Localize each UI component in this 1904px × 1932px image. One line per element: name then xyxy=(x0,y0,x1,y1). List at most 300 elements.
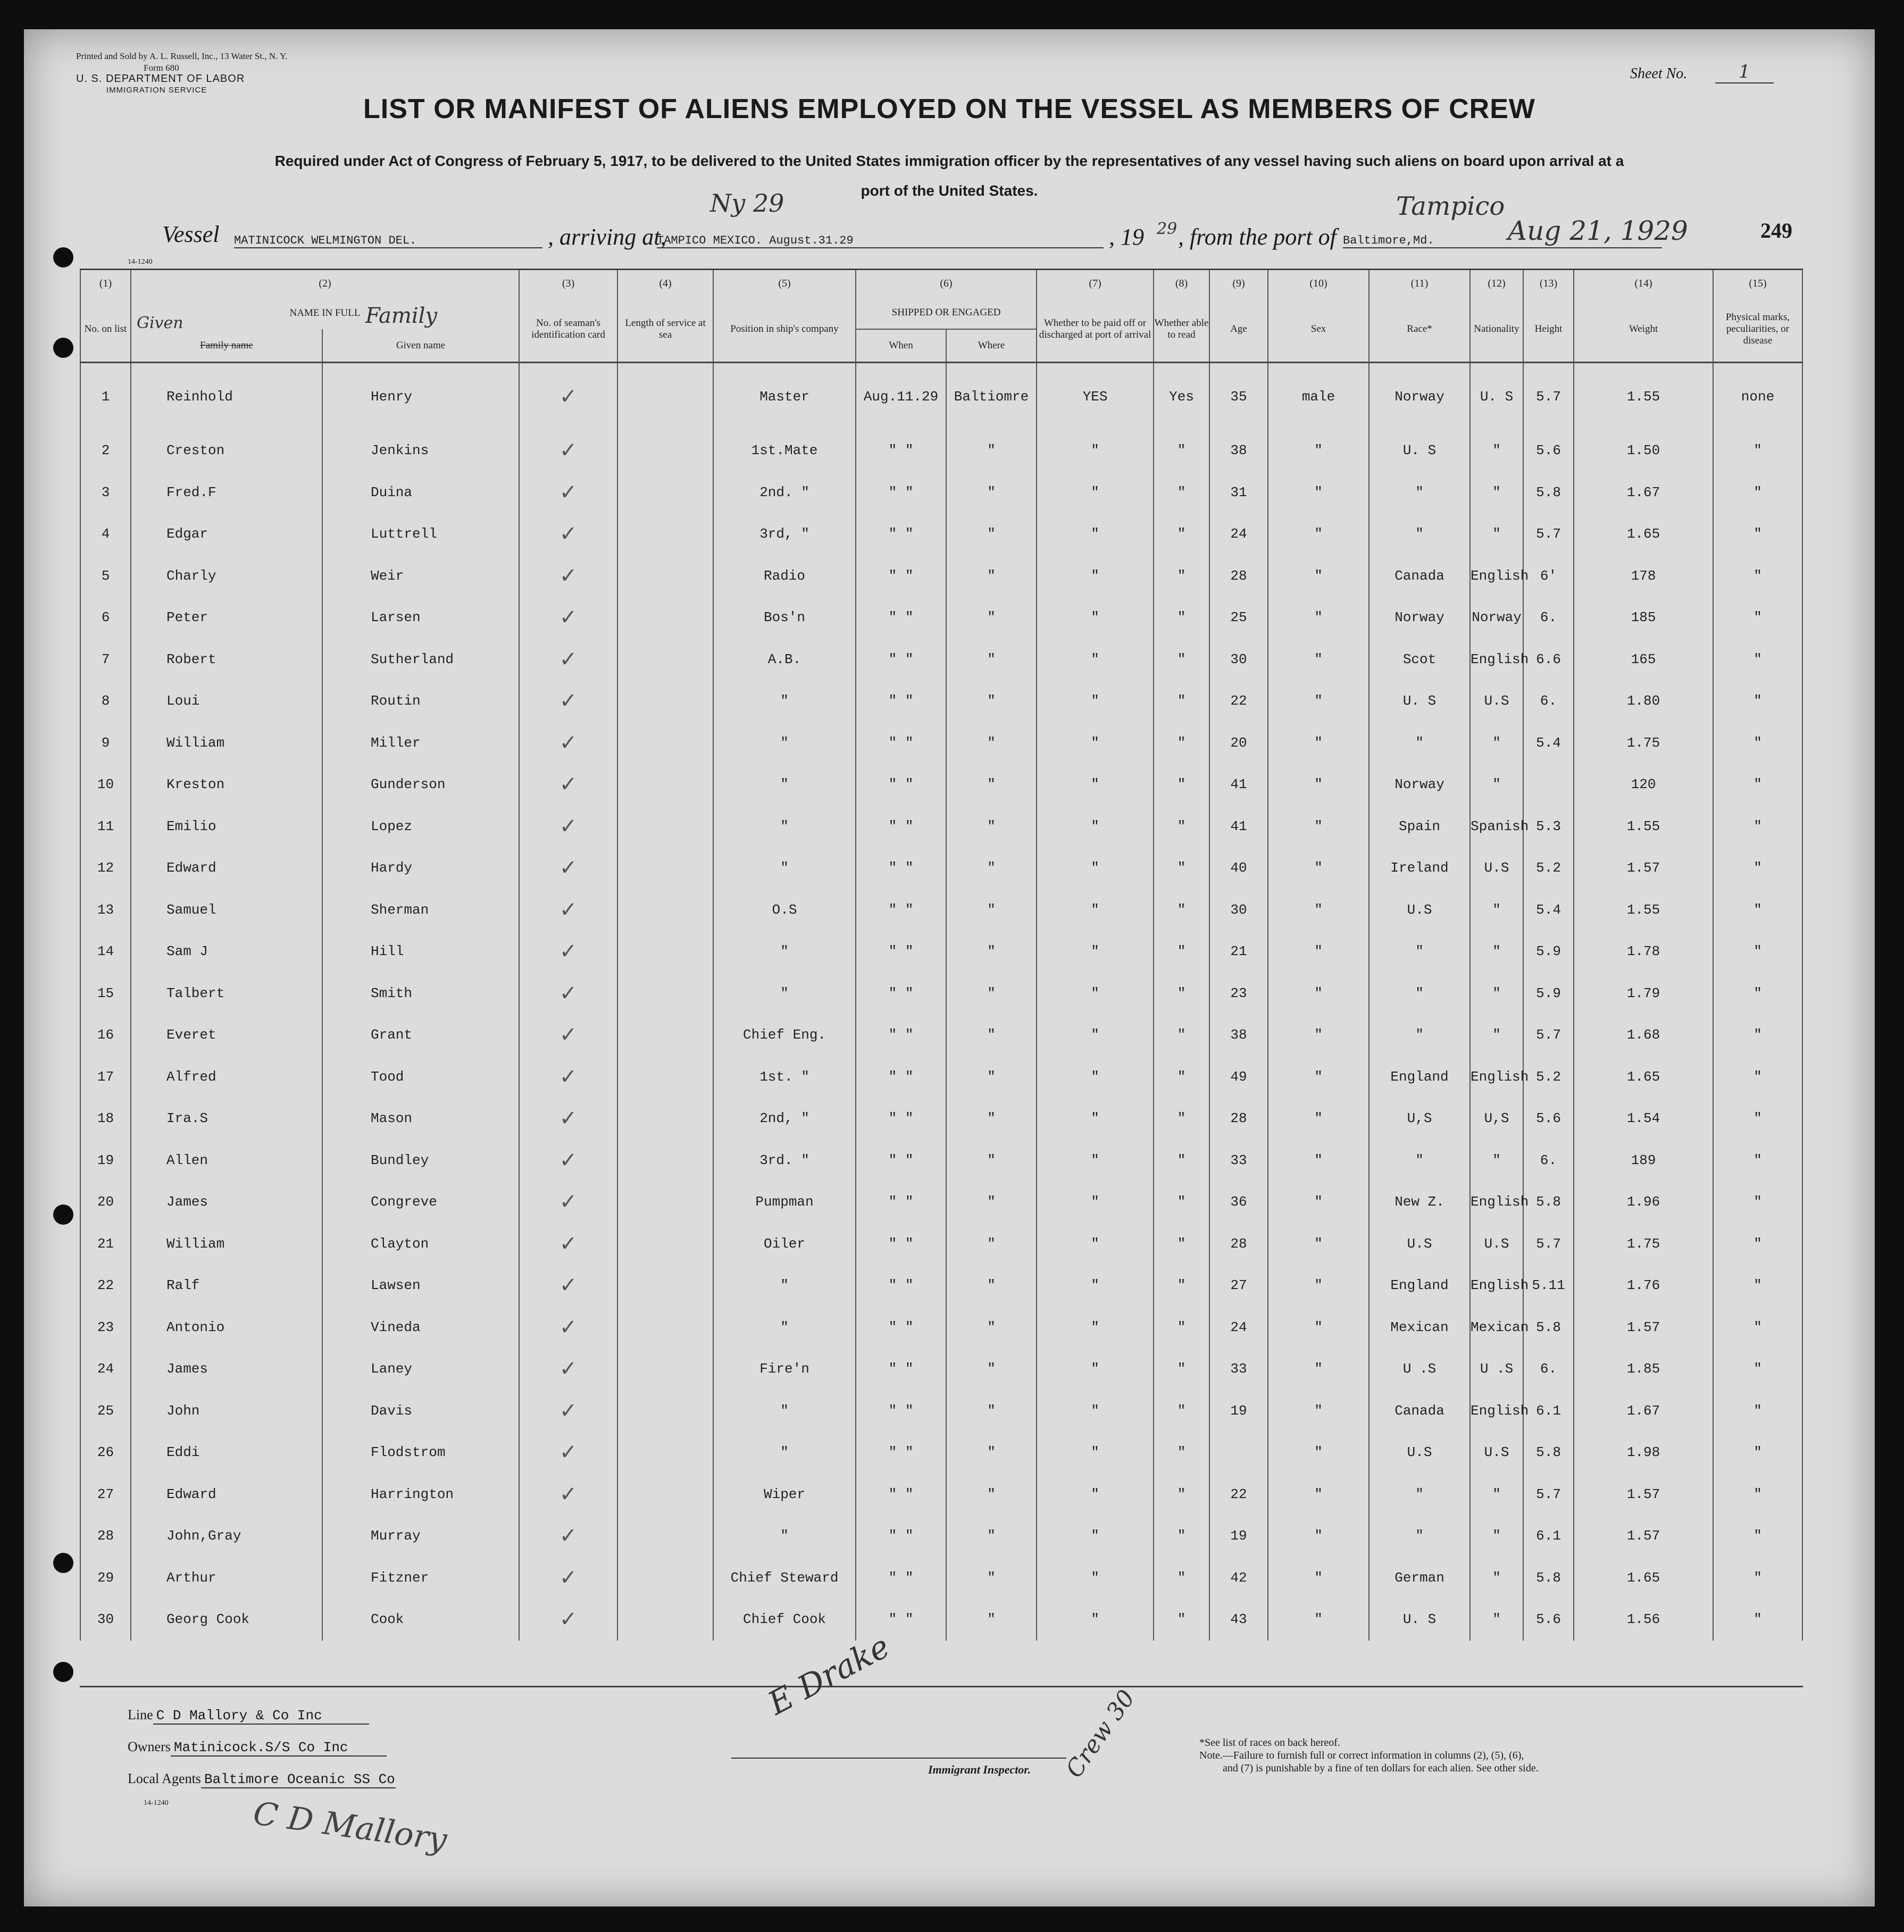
family-name-cell: Murray xyxy=(322,1515,519,1557)
shipped-when-cell: " " xyxy=(856,555,946,597)
shipped-where-cell: " xyxy=(946,680,1037,722)
header-nationality: Nationality xyxy=(1470,297,1523,363)
table-row xyxy=(80,1432,1802,1474)
age-cell: 19 xyxy=(1209,1515,1268,1557)
table-bottom-rule xyxy=(80,1686,1803,1687)
paid-off-cell: " xyxy=(1037,1223,1154,1265)
table-row xyxy=(80,1390,1802,1432)
header-race: Race* xyxy=(1369,297,1470,363)
position-cell: 3rd. " xyxy=(713,1140,856,1182)
header-height: Height xyxy=(1523,297,1574,363)
position-cell: " xyxy=(713,764,856,806)
race-cell: " xyxy=(1369,472,1470,514)
id-card-check-cell: ✓ xyxy=(519,764,617,806)
length-service-cell xyxy=(617,1599,713,1641)
note-races: *See list of races on back hereof. xyxy=(1199,1737,1340,1749)
height-cell: 5.6 xyxy=(1523,1599,1574,1641)
physical-marks-cell: " xyxy=(1713,1348,1802,1390)
sex-cell: male xyxy=(1268,363,1369,430)
id-card-check-cell: ✓ xyxy=(519,1432,617,1474)
family-name-cell: Davis xyxy=(322,1390,519,1432)
id-card-check-cell: ✓ xyxy=(519,1014,617,1056)
inspector-signature: E Drake xyxy=(762,1628,896,1722)
table-row xyxy=(80,1348,1802,1390)
race-cell: U,S xyxy=(1369,1098,1470,1140)
height-cell: 5.6 xyxy=(1523,1098,1574,1140)
physical-marks-cell: " xyxy=(1713,1474,1802,1516)
table-row xyxy=(80,1474,1802,1516)
weight-cell: 1.85 xyxy=(1574,1348,1713,1390)
able-to-read-cell: " xyxy=(1154,1557,1209,1599)
nationality-cell: English xyxy=(1470,555,1523,597)
shipped-where-cell: " xyxy=(946,1140,1037,1182)
able-to-read-cell: " xyxy=(1154,555,1209,597)
col-12-num: (12) xyxy=(1470,270,1523,297)
age-cell: 41 xyxy=(1209,806,1268,848)
id-card-check-cell: ✓ xyxy=(519,1181,617,1223)
col-13-num: (13) xyxy=(1523,270,1574,297)
paid-off-cell: " xyxy=(1037,1140,1154,1182)
nationality-cell: " xyxy=(1470,764,1523,806)
age-cell: 22 xyxy=(1209,680,1268,722)
physical-marks-cell: " xyxy=(1713,1557,1802,1599)
length-service-cell xyxy=(617,1140,713,1182)
crew-note-handwritten: Crew 30 xyxy=(1060,1685,1141,1783)
line-value: C D Mallory & Co Inc xyxy=(153,1708,369,1725)
header-where: Where xyxy=(946,329,1037,363)
nationality-cell: English xyxy=(1470,1056,1523,1098)
table-row xyxy=(80,430,1802,472)
length-service-cell xyxy=(617,1014,713,1056)
given-handwritten: Given xyxy=(137,314,183,332)
weight-cell: 165 xyxy=(1574,639,1713,681)
note-failure: Note.—Failure to furnish full or correct information in columns (2), (5), (6), xyxy=(1199,1750,1524,1761)
family-name-cell: Lawsen xyxy=(322,1265,519,1307)
weight-cell: 1.54 xyxy=(1574,1098,1713,1140)
manifest-sheet xyxy=(24,29,1875,1906)
height-cell: 6.1 xyxy=(1523,1390,1574,1432)
sex-cell: " xyxy=(1268,1223,1369,1265)
physical-marks-cell: " xyxy=(1713,597,1802,639)
given-name-cell: Edward xyxy=(131,847,322,889)
id-card-check-cell: ✓ xyxy=(519,973,617,1015)
shipped-when-cell: " " xyxy=(856,1515,946,1557)
family-name-cell: Luttrell xyxy=(322,513,519,555)
able-to-read-cell: " xyxy=(1154,1056,1209,1098)
race-cell: Spain xyxy=(1369,806,1470,848)
header-physical-marks: Physical marks, peculiarities, or disease xyxy=(1713,297,1802,363)
age-cell: 28 xyxy=(1209,1223,1268,1265)
given-name-cell: Arthur xyxy=(131,1557,322,1599)
agent-signature: C D Mallory xyxy=(250,1794,449,1859)
col-10-num: (10) xyxy=(1268,270,1369,297)
shipped-where-cell: " xyxy=(946,430,1037,472)
sex-cell: " xyxy=(1268,1515,1369,1557)
race-cell: Norway xyxy=(1369,764,1470,806)
weight-cell: 1.57 xyxy=(1574,1307,1713,1349)
col-3-num: (3) xyxy=(519,270,617,297)
given-name-cell: Edgar xyxy=(131,513,322,555)
shipped-when-cell: " " xyxy=(856,430,946,472)
row-number-cell: 27 xyxy=(80,1474,131,1516)
id-card-check-cell: ✓ xyxy=(519,430,617,472)
col-15-num: (15) xyxy=(1713,270,1802,297)
shipped-where-cell: " xyxy=(946,1181,1037,1223)
age-cell: 38 xyxy=(1209,1014,1268,1056)
race-cell: England xyxy=(1369,1265,1470,1307)
family-name-cell: Tood xyxy=(322,1056,519,1098)
length-service-cell xyxy=(617,430,713,472)
weight-cell: 1.57 xyxy=(1574,1515,1713,1557)
physical-marks-cell: " xyxy=(1713,1098,1802,1140)
family-name-cell: Bundley xyxy=(322,1140,519,1182)
given-name-cell: Eddi xyxy=(131,1432,322,1474)
table-row xyxy=(80,1307,1802,1349)
able-to-read-cell: " xyxy=(1154,1265,1209,1307)
header-able-read: Whether able to read xyxy=(1154,297,1209,363)
physical-marks-cell: " xyxy=(1713,1390,1802,1432)
year-prefix: , 19 xyxy=(1109,224,1144,250)
height-cell: 6. xyxy=(1523,1140,1574,1182)
shipped-when-cell: " " xyxy=(856,1140,946,1182)
physical-marks-cell: " xyxy=(1713,1265,1802,1307)
paid-off-cell: " xyxy=(1037,680,1154,722)
form-code-bottom: 14-1240 xyxy=(144,1799,169,1807)
length-service-cell xyxy=(617,1515,713,1557)
physical-marks-cell: " xyxy=(1713,931,1802,973)
nationality-cell: U.S xyxy=(1470,1223,1523,1265)
able-to-read-cell: " xyxy=(1154,513,1209,555)
agents-field xyxy=(128,1771,396,1788)
physical-marks-cell: " xyxy=(1713,1056,1802,1098)
table-row xyxy=(80,680,1802,722)
age-cell: 31 xyxy=(1209,472,1268,514)
family-handwritten: Family xyxy=(365,304,437,328)
length-service-cell xyxy=(617,680,713,722)
shipped-where-cell: " xyxy=(946,597,1037,639)
family-name-cell: Miller xyxy=(322,722,519,764)
id-card-check-cell: ✓ xyxy=(519,806,617,848)
table-row xyxy=(80,555,1802,597)
shipped-when-cell: " " xyxy=(856,472,946,514)
physical-marks-cell: " xyxy=(1713,639,1802,681)
id-card-check-cell: ✓ xyxy=(519,1265,617,1307)
sex-cell: " xyxy=(1268,1557,1369,1599)
printer-line: Printed and Sold by A. L. Russell, Inc., 13 Water St., N. Y. xyxy=(76,51,288,61)
row-number-cell: 10 xyxy=(80,764,131,806)
line-field xyxy=(128,1707,369,1725)
position-cell: " xyxy=(713,973,856,1015)
race-cell: Norway xyxy=(1369,363,1470,430)
age-cell: 49 xyxy=(1209,1056,1268,1098)
sex-cell: " xyxy=(1268,973,1369,1015)
age-cell: 42 xyxy=(1209,1557,1268,1599)
age-cell: 33 xyxy=(1209,1348,1268,1390)
col-14-num: (14) xyxy=(1574,270,1713,297)
paid-off-cell: " xyxy=(1037,1307,1154,1349)
table-row xyxy=(80,806,1802,848)
family-name-cell: Grant xyxy=(322,1014,519,1056)
position-cell: " xyxy=(713,680,856,722)
header-no-on-list: No. on list xyxy=(80,297,131,363)
nationality-cell: Mexican xyxy=(1470,1307,1523,1349)
age-cell: 33 xyxy=(1209,1140,1268,1182)
header-sex: Sex xyxy=(1268,297,1369,363)
shipped-when-cell: " " xyxy=(856,764,946,806)
able-to-read-cell: " xyxy=(1154,1140,1209,1182)
table-row xyxy=(80,1056,1802,1098)
race-cell: U.S xyxy=(1369,1223,1470,1265)
given-name-cell: Ira.S xyxy=(131,1098,322,1140)
weight-cell: 1.55 xyxy=(1574,889,1713,931)
position-cell: " xyxy=(713,1390,856,1432)
shipped-when-cell: " " xyxy=(856,1014,946,1056)
physical-marks-cell: " xyxy=(1713,1307,1802,1349)
year-suffix: 29 xyxy=(1157,220,1178,238)
height-cell: 6.6 xyxy=(1523,639,1574,681)
requirement-line-2: port of the United States. xyxy=(861,182,1038,199)
race-cell: " xyxy=(1369,1014,1470,1056)
position-cell: " xyxy=(713,847,856,889)
sex-cell: " xyxy=(1268,889,1369,931)
length-service-cell xyxy=(617,1307,713,1349)
family-name-cell: Laney xyxy=(322,1348,519,1390)
inspector-rule xyxy=(731,1758,1066,1759)
shipped-where-cell: " xyxy=(946,1056,1037,1098)
form-code-top: 14-1240 xyxy=(128,258,153,266)
shipped-when-cell: " " xyxy=(856,1390,946,1432)
length-service-cell xyxy=(617,1390,713,1432)
shipped-where-cell: " xyxy=(946,1432,1037,1474)
position-cell: Master xyxy=(713,363,856,430)
weight-cell: 1.56 xyxy=(1574,1599,1713,1641)
shipped-where-cell: " xyxy=(946,806,1037,848)
race-cell: " xyxy=(1369,931,1470,973)
sex-cell: " xyxy=(1268,639,1369,681)
able-to-read-cell: " xyxy=(1154,1307,1209,1349)
sex-cell: " xyxy=(1268,1265,1369,1307)
nationality-cell: English xyxy=(1470,1181,1523,1223)
table-row xyxy=(80,1599,1802,1641)
shipped-when-cell: " " xyxy=(856,973,946,1015)
length-service-cell xyxy=(617,764,713,806)
id-card-check-cell: ✓ xyxy=(519,513,617,555)
shipped-where-cell: " xyxy=(946,1474,1037,1516)
paid-off-cell: " xyxy=(1037,472,1154,514)
race-cell: U.S xyxy=(1369,1432,1470,1474)
length-service-cell xyxy=(617,363,713,430)
physical-marks-cell: " xyxy=(1713,430,1802,472)
height-cell: 5.8 xyxy=(1523,472,1574,514)
paid-off-cell: " xyxy=(1037,1348,1154,1390)
requirement-line-1: Required under Act of Congress of February 5, 1917, to be delivered to the United States immigration officer by the representatives of any vessel having such aliens on board upon arrival at a xyxy=(274,153,1624,169)
weight-cell: 189 xyxy=(1574,1140,1713,1182)
physical-marks-cell: " xyxy=(1713,1599,1802,1641)
weight-cell: 1.57 xyxy=(1574,847,1713,889)
row-number-cell: 18 xyxy=(80,1098,131,1140)
physical-marks-cell: " xyxy=(1713,1014,1802,1056)
shipped-when-cell: " " xyxy=(856,1223,946,1265)
family-name-cell: Vineda xyxy=(322,1307,519,1349)
weight-cell: 1.57 xyxy=(1574,1474,1713,1516)
nationality-cell: U .S xyxy=(1470,1348,1523,1390)
paid-off-cell: " xyxy=(1037,1599,1154,1641)
nationality-cell: " xyxy=(1470,472,1523,514)
able-to-read-cell: " xyxy=(1154,597,1209,639)
table-row xyxy=(80,1014,1802,1056)
id-card-check-cell: ✓ xyxy=(519,555,617,597)
shipped-when-cell: " " xyxy=(856,1056,946,1098)
table-row xyxy=(80,363,1802,430)
col-2-num: (2) xyxy=(131,270,519,297)
shipped-where-cell: " xyxy=(946,1390,1037,1432)
given-name-cell: Robert xyxy=(131,639,322,681)
height-cell: 5.11 xyxy=(1523,1265,1574,1307)
weight-cell: 178 xyxy=(1574,555,1713,597)
shipped-when-cell: " " xyxy=(856,847,946,889)
position-cell: 1st. " xyxy=(713,1056,856,1098)
sex-cell: " xyxy=(1268,680,1369,722)
sex-cell: " xyxy=(1268,1599,1369,1641)
id-card-check-cell: ✓ xyxy=(519,1599,617,1641)
weight-cell: 1.65 xyxy=(1574,1557,1713,1599)
position-cell: " xyxy=(713,806,856,848)
able-to-read-cell: " xyxy=(1154,973,1209,1015)
race-cell: " xyxy=(1369,1474,1470,1516)
sex-cell: " xyxy=(1268,806,1369,848)
race-cell: U. S xyxy=(1369,680,1470,722)
table-row xyxy=(80,1265,1802,1307)
shipped-when-cell: " " xyxy=(856,1307,946,1349)
paid-off-cell: " xyxy=(1037,889,1154,931)
physical-marks-cell: " xyxy=(1713,889,1802,931)
paid-off-cell: " xyxy=(1037,722,1154,764)
row-number-cell: 2 xyxy=(80,430,131,472)
weight-cell: 1.55 xyxy=(1574,363,1713,430)
paid-off-cell: " xyxy=(1037,555,1154,597)
paid-off-cell: " xyxy=(1037,931,1154,973)
nationality-cell: English xyxy=(1470,1390,1523,1432)
height-cell: 6.1 xyxy=(1523,1515,1574,1557)
shipped-when-cell: " " xyxy=(856,1557,946,1599)
able-to-read-cell: " xyxy=(1154,680,1209,722)
shipped-when-cell: " " xyxy=(856,513,946,555)
shipped-when-cell: " " xyxy=(856,889,946,931)
row-number-cell: 14 xyxy=(80,931,131,973)
height-cell: 5.7 xyxy=(1523,513,1574,555)
height-cell: 5.2 xyxy=(1523,1056,1574,1098)
physical-marks-cell: " xyxy=(1713,1181,1802,1223)
age-cell: 23 xyxy=(1209,973,1268,1015)
weight-cell: 1.67 xyxy=(1574,1390,1713,1432)
age-cell: 28 xyxy=(1209,1098,1268,1140)
age-cell: 19 xyxy=(1209,1390,1268,1432)
age-cell: 20 xyxy=(1209,722,1268,764)
row-number-cell: 28 xyxy=(80,1515,131,1557)
sex-cell: " xyxy=(1268,1056,1369,1098)
paid-off-cell: " xyxy=(1037,1432,1154,1474)
race-cell: " xyxy=(1369,513,1470,555)
length-service-cell xyxy=(617,555,713,597)
sex-cell: " xyxy=(1268,472,1369,514)
shipped-when-cell: " " xyxy=(856,1599,946,1641)
col-7-num: (7) xyxy=(1037,270,1154,297)
nationality-cell: " xyxy=(1470,889,1523,931)
given-name-cell: Peter xyxy=(131,597,322,639)
physical-marks-cell: none xyxy=(1713,363,1802,430)
note-fine: and (7) is punishable by a fine of ten dollars for each alien. See other side. xyxy=(1223,1762,1539,1774)
paid-off-cell: YES xyxy=(1037,363,1154,430)
given-name-cell: Reinhold xyxy=(131,363,322,430)
physical-marks-cell: " xyxy=(1713,1432,1802,1474)
sex-cell: " xyxy=(1268,1307,1369,1349)
able-to-read-cell: " xyxy=(1154,806,1209,848)
row-number-cell: 25 xyxy=(80,1390,131,1432)
shipped-when-cell: " " xyxy=(856,639,946,681)
weight-cell: 1.50 xyxy=(1574,430,1713,472)
id-card-check-cell: ✓ xyxy=(519,889,617,931)
table-row xyxy=(80,639,1802,681)
shipped-where-cell: " xyxy=(946,889,1037,931)
age-cell: 38 xyxy=(1209,430,1268,472)
shipped-where-cell: " xyxy=(946,931,1037,973)
weight-cell: 120 xyxy=(1574,764,1713,806)
sex-cell: " xyxy=(1268,931,1369,973)
weight-cell: 1.65 xyxy=(1574,1056,1713,1098)
nationality-cell: " xyxy=(1470,1014,1523,1056)
arriving-handwritten: Ny 29 xyxy=(710,189,784,218)
department-name: U. S. DEPARTMENT OF LABOR xyxy=(76,73,245,85)
position-cell: 2nd. " xyxy=(713,472,856,514)
row-number-cell: 9 xyxy=(80,722,131,764)
race-cell: Canada xyxy=(1369,1390,1470,1432)
from-handwritten: Tampico xyxy=(1396,191,1505,221)
punch-hole xyxy=(53,247,73,267)
weight-cell: 1.76 xyxy=(1574,1265,1713,1307)
row-number-cell: 5 xyxy=(80,555,131,597)
page-number: 249 xyxy=(1760,219,1792,242)
family-name-cell: Jenkins xyxy=(322,430,519,472)
paid-off-cell: " xyxy=(1037,1390,1154,1432)
given-name-cell: Creston xyxy=(131,430,322,472)
punch-hole xyxy=(53,1662,73,1682)
physical-marks-cell: " xyxy=(1713,1140,1802,1182)
race-cell: U. S xyxy=(1369,430,1470,472)
able-to-read-cell: " xyxy=(1154,931,1209,973)
length-service-cell xyxy=(617,847,713,889)
given-name-cell: James xyxy=(131,1181,322,1223)
nationality-cell: " xyxy=(1470,430,1523,472)
weight-cell: 1.79 xyxy=(1574,973,1713,1015)
position-cell: 2nd, " xyxy=(713,1098,856,1140)
nationality-cell: " xyxy=(1470,722,1523,764)
given-name-cell: John,Gray xyxy=(131,1515,322,1557)
row-number-cell: 20 xyxy=(80,1181,131,1223)
shipped-where-cell: " xyxy=(946,639,1037,681)
given-name-cell: Sam J xyxy=(131,931,322,973)
id-card-check-cell: ✓ xyxy=(519,597,617,639)
shipped-where-cell: " xyxy=(946,1265,1037,1307)
id-card-check-cell: ✓ xyxy=(519,1307,617,1349)
able-to-read-cell: " xyxy=(1154,847,1209,889)
row-number-cell: 26 xyxy=(80,1432,131,1474)
shipped-where-cell: " xyxy=(946,513,1037,555)
physical-marks-cell: " xyxy=(1713,680,1802,722)
paid-off-cell: " xyxy=(1037,597,1154,639)
arriving-label: , arriving at, xyxy=(548,224,666,250)
able-to-read-cell: " xyxy=(1154,1390,1209,1432)
shipped-when-cell: " " xyxy=(856,1474,946,1516)
